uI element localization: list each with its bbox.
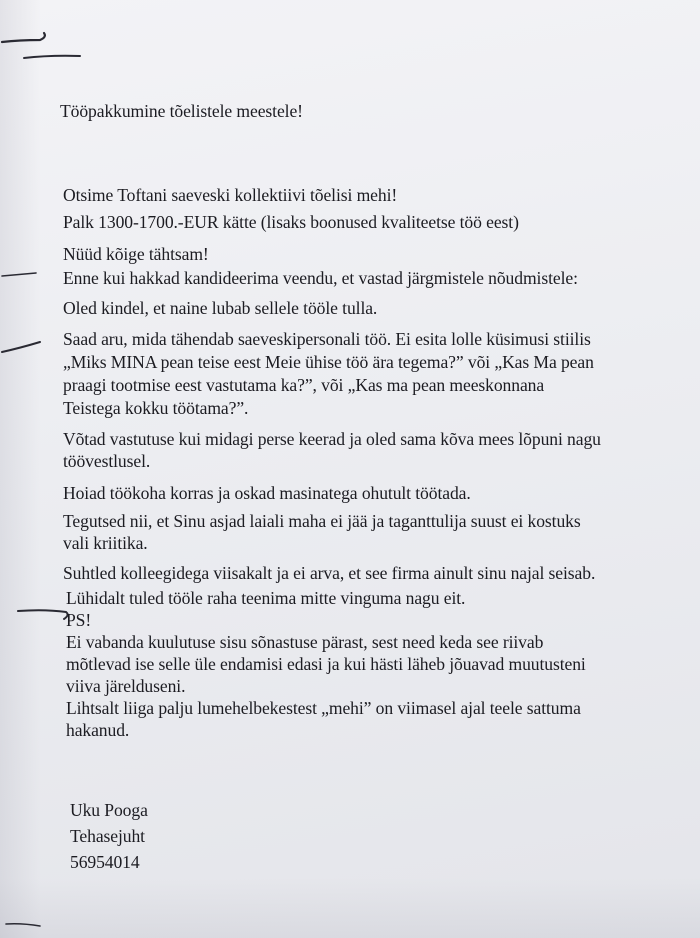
signature-name: Uku Pooga <box>70 800 148 820</box>
pen-mark-top-1 <box>2 33 45 42</box>
body-line: Saad aru, mida tähendab saeveskipersonali töö. Ei esita lolle küsimusi stiilis <box>63 329 591 349</box>
body-line: vali kriitika. <box>63 533 148 553</box>
body-line: Palk 1300-1700.-EUR kätte (lisaks boonused kvaliteetse töö eest) <box>63 212 519 232</box>
body-line: Otsime Toftani saeveski kollektiivi tõelisi mehi! <box>63 185 398 205</box>
body-line: Lühidalt tuled tööle raha teenima mitte vinguma nagu eit. <box>66 588 466 608</box>
body-line: Teistega kokku töötama?”. <box>63 398 249 418</box>
body-line: „Miks MINA pean teise eest Meie ühise töö ära tegema?” või „Kas Ma pean <box>63 352 594 372</box>
body-line: mõtlevad ise selle üle endamisi edasi ja kui hästi läheb jõuavad muutusteni <box>66 654 586 674</box>
signature-position: Tehasejuht <box>70 826 145 846</box>
signature-phone: 56954014 <box>70 852 140 872</box>
body-line: töövestlusel. <box>63 451 151 471</box>
pen-mark-ps <box>18 610 68 619</box>
body-line: Nüüd kõige tähtsam! <box>63 244 209 264</box>
pen-mark-top-2 <box>24 56 80 58</box>
body-line: viiva järelduseni. <box>66 676 186 696</box>
body-line: PS! <box>66 610 92 630</box>
body-line: Tegutsed nii, et Sinu asjad laiali maha ei jää ja taganttulija suust ei kostuks <box>63 511 581 531</box>
pen-mark-bottom <box>6 924 40 926</box>
pen-mark-mid-1 <box>2 273 36 276</box>
notice-title: Tööpakkumine tõelistele meestele! <box>60 101 303 121</box>
body-line: praagi tootmise eest vastutama ka?”, või „Kas ma pean meeskonnana <box>63 375 545 395</box>
body-line: Oled kindel, et naine lubab sellele tööle tulla. <box>63 298 378 318</box>
body-line: Lihtsalt liiga palju lumehelbekestest „mehi” on viimasel ajal teele sattuma <box>66 698 581 718</box>
body-line: Võtad vastutuse kui midagi perse keerad ja oled sama kõva mees lõpuni nagu <box>63 429 601 449</box>
body-line: Suhtled kolleegidega viisakalt ja ei arva, et see firma ainult sinu najal seisab. <box>63 563 596 583</box>
body-line: hakanud. <box>66 720 130 740</box>
body-line: Ei vabanda kuulutuse sisu sõnastuse pärast, sest need keda see riivab <box>66 632 544 652</box>
body-line: Hoiad töökoha korras ja oskad masinatega ohutult töötada. <box>63 483 471 503</box>
pen-mark-mid-2 <box>2 342 40 352</box>
body-line: Enne kui hakkad kandideerima veendu, et vastad järgmistele nõudmistele: <box>63 268 578 288</box>
